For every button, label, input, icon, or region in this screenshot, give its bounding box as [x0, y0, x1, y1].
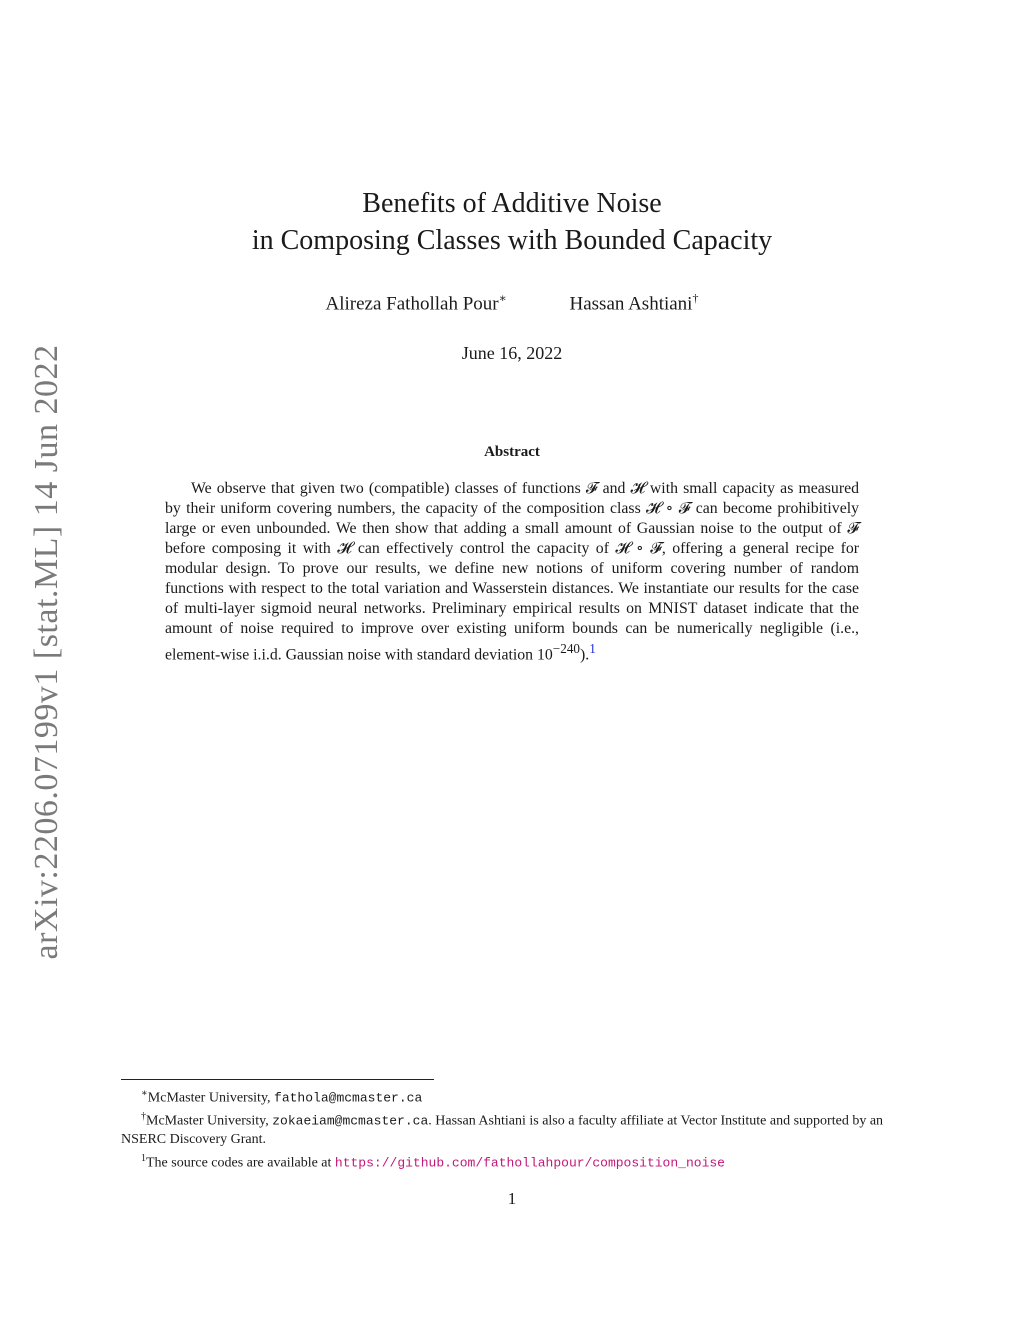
author-1: [326, 291, 507, 315]
author-1-footnote-mark: ∗: [498, 291, 507, 305]
abstract-heading: Abstract: [484, 444, 540, 460]
title-line-1: Benefits of Additive Noise: [362, 188, 662, 219]
publication-date: June 16, 2022: [461, 343, 563, 363]
footnote-1-link[interactable]: 1: [589, 641, 596, 656]
page-number: 1: [507, 1189, 517, 1208]
abstract-main-text: We observe that given two (compatible) classes of functions 𝓕 and 𝓗 with small capacity as measured by their uniform covering numbers, the capacity of the composition class 𝓗 ∘ 𝓕 can become prohibitively large or even unbounded. We then show that adding a small amount of Gaussian noise to the output of 𝓕 before composing it with 𝓗 can effectively control the capacity of 𝓗 ∘ 𝓕, offering a general recipe for modular design. To prove our results, we define new notions of uniform covering number of random functions with respect to the total variation and Wasserstein distances. We instantiate our results for the case of multi-layer sigmoid neural networks. Preliminary empirical results on MNIST dataset indicate that the amount of noise required to improve over existing uniform bounds can be numerically negligible (i.e., element-wise i.i.d. Gaussian noise with standard deviation 10: [165, 480, 859, 664]
footnote-text: McMaster University,: [146, 1113, 273, 1129]
footnote-divider: [121, 1079, 434, 1080]
author-list: [0, 291, 1024, 315]
author-1-name: Alireza Fathollah Pour: [325, 293, 499, 315]
footnote-text: McMaster University,: [147, 1090, 275, 1106]
footnote-author-1: [121, 1085, 905, 1108]
footnote-mark: †: [141, 1111, 146, 1123]
footnote-text: The source codes are available at: [146, 1155, 335, 1171]
abstract-text: [165, 479, 859, 665]
paper-title: [0, 185, 1024, 259]
source-code-url-link[interactable]: https://github.com/fathollahpour/composition_noise: [334, 1155, 725, 1171]
footnote-mark: ∗: [141, 1088, 148, 1099]
footnote-mark: 1: [141, 1152, 146, 1164]
author-2-name: Hassan Ashtiani: [569, 293, 693, 315]
footnotes: [121, 1085, 905, 1173]
abstract-exponent: −240: [552, 641, 580, 656]
footnote-author-2: [121, 1108, 905, 1150]
footnote-email: zokaeiam@mcmaster.ca: [272, 1113, 429, 1129]
author-2: [570, 291, 699, 315]
title-line-2: in Composing Classes with Bounded Capacity: [251, 225, 773, 256]
footnote-email: fathola@mcmaster.ca: [274, 1090, 423, 1106]
arxiv-identifier-stamp: arXiv:2206.07199v1 [stat.ML] 14 Jun 2022: [28, 344, 65, 960]
author-2-footnote-mark: †: [692, 291, 699, 305]
footnote-rest: . Hassan Ashtiani is also a faculty affiliate at Vector Institute and supported by an NSERC Discovery Grant.: [121, 1113, 884, 1148]
footnote-source-code: [121, 1150, 905, 1173]
abstract-tail: ).: [579, 646, 590, 664]
